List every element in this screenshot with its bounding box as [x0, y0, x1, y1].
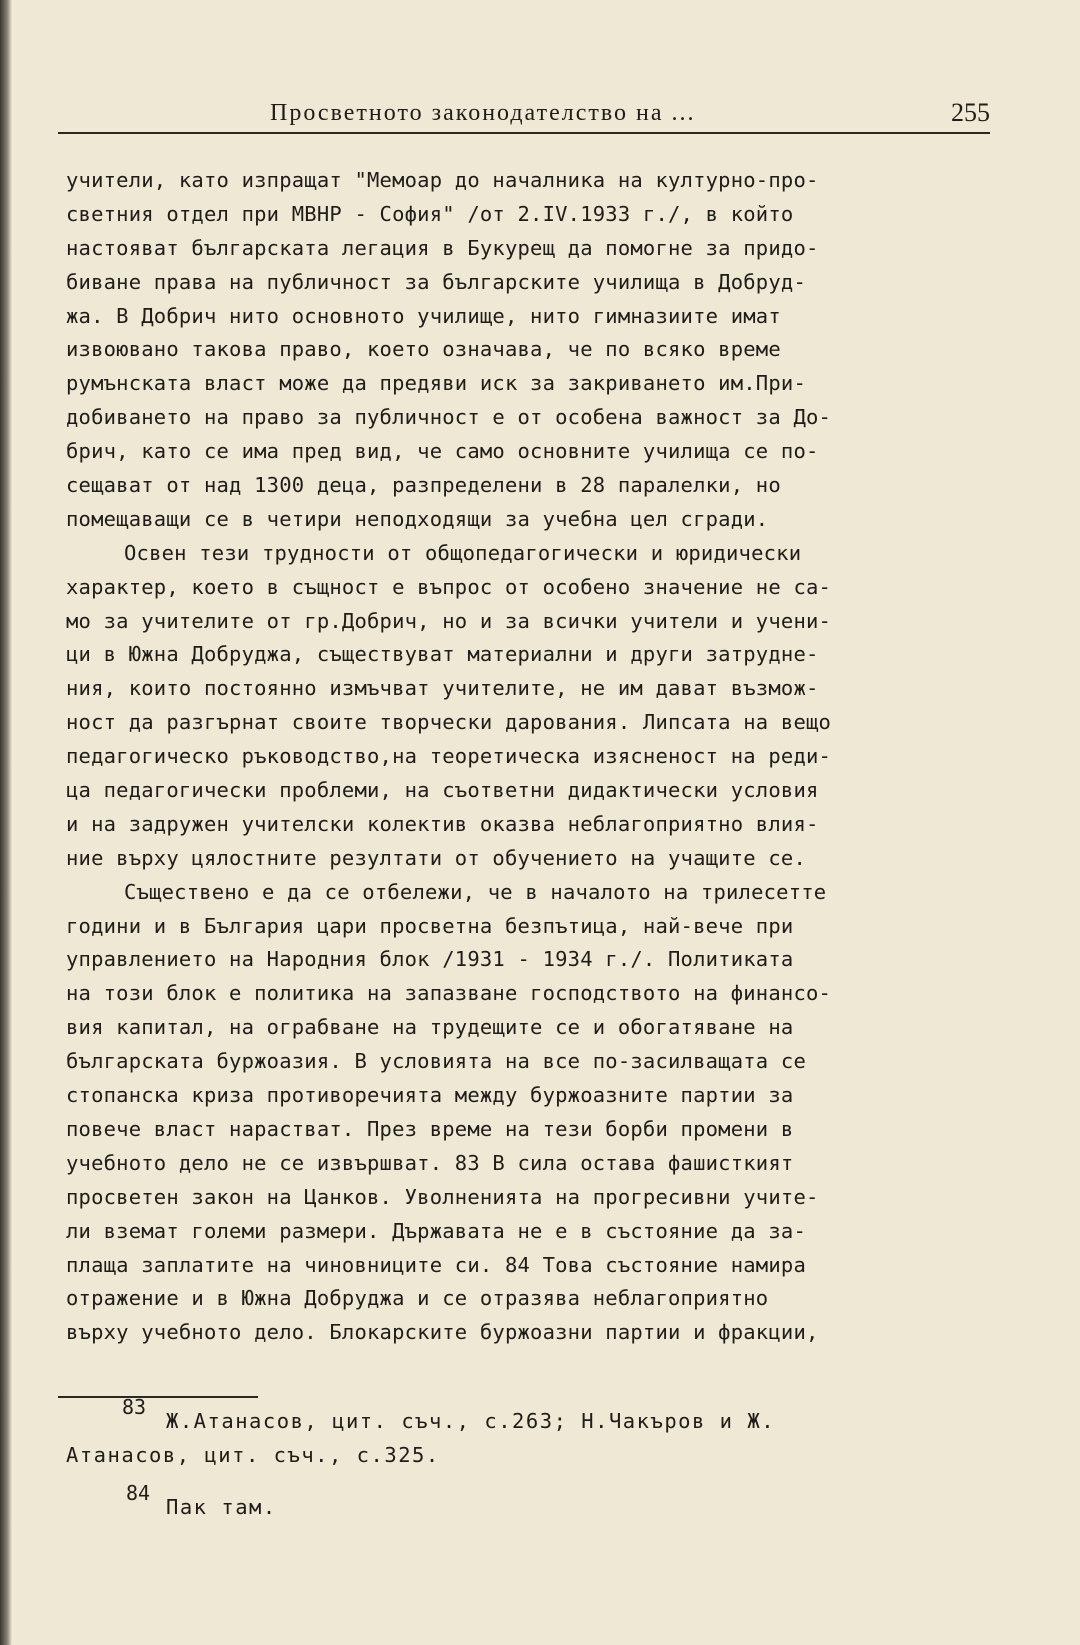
footnote-number: 83	[122, 1395, 147, 1419]
text-line: характер, което в същност е въпрос от особено значение не са-	[66, 574, 832, 599]
text-line: управлението на Народния блок /1931 - 1934 г./. Политиката	[66, 947, 794, 972]
text-line: румънската власт може да предяви иск за закриването им.При-	[66, 371, 806, 396]
paragraph-start-line: Освен тези трудности от общопедагогически и юридически	[124, 540, 802, 565]
text-line: сещават от над 1300 деца, разпределени в 28 паралелки, но	[66, 473, 781, 498]
text-line: добиването на право за публичност е от особена важност за До-	[66, 405, 832, 430]
footnotes	[66, 1395, 1006, 1524]
text-line: светния отдел при МВНР - София" /от 2.IV.1933 г./, в който	[66, 201, 794, 226]
text-line: учебното дело не се извършват. 83 В сила остава фашисткият	[66, 1150, 794, 1175]
text-line: педагогическо ръководство,на теоретическа изясненост на реди-	[66, 744, 832, 769]
footnote-83	[66, 1395, 1006, 1438]
text-line: брич, като се има пред вид, че само основните училища се по-	[66, 439, 819, 464]
footnote-separator	[58, 1396, 258, 1398]
text-line: стопанска криза противоречията между буржоазните партии за	[66, 1083, 794, 1108]
text-line: върху учебното дело. Блокарските буржоазни партии и фракции,	[66, 1320, 819, 1345]
text-line: мо за учителите от гр.Добрич, но и за всички учители и учени-	[66, 608, 832, 633]
text-line: ли вземат големи размери. Държавата не е в състояние да за-	[66, 1218, 806, 1243]
text-line: извоювано такова право, което означава, че по всяко време	[66, 337, 781, 362]
text-line: повече власт нарастват. През време на тези борби промени в	[66, 1116, 794, 1141]
text-line: просветен закон на Цанков. Уволненията на прогресивни учите-	[66, 1184, 819, 1209]
text-line: години и в България цари просветна безпътица, най-вече при	[66, 913, 794, 938]
footnote-text: Ж.Атанасов, цит. съч., с.263; Н.Чакъров и Ж.	[166, 1409, 776, 1433]
footnote-text: Пак там.	[166, 1495, 277, 1519]
footnote-84	[66, 1481, 1006, 1524]
paragraph-start-line: Съществено е да се отбележи, че в началото на трилесетте	[124, 879, 827, 904]
text-line: отражение и в Южна Добруджа и се отразява неблагоприятно	[66, 1286, 769, 1311]
body-text	[66, 164, 1010, 1350]
text-line: учители, като изпращат "Мемоар до началника на културно-про-	[66, 168, 819, 192]
running-title: Просветното законодателство на ...	[270, 100, 696, 126]
text-line: вия капитал, на ограбване на трудещите се и обогатяване на	[66, 1015, 794, 1040]
text-line: биване права на публичност за българските училища в Добруд-	[66, 269, 806, 294]
text-line: на този блок е политика на запазване господството на финансо-	[66, 981, 832, 1006]
text-line: ния, които постоянно измъчват учителите, не им дават възмож-	[66, 676, 819, 701]
page-edge	[0, 0, 12, 1645]
text-line: ние върху цялостните резултати от обучението на учащите се.	[66, 845, 806, 870]
text-line: настояват българската легация в Букурещ да помогне за придо-	[66, 235, 819, 260]
text-line: ца педагогически проблеми, на съответни дидактически условия	[66, 778, 819, 803]
text-line: българската буржоазия. В условията на все по-засилващата се	[66, 1049, 806, 1074]
page-number: 255	[951, 98, 990, 127]
text-line: жа. В Добрич нито основното училище, нито гимназиите имат	[66, 303, 781, 328]
text-line: ци в Южна Добруджа, съществуват материални и други затрудне-	[66, 642, 819, 667]
text-line: и на задружен учителски колектив оказва неблагоприятно влия-	[66, 811, 819, 836]
text-line: ност да разгърнат своите творчески дарования. Липсата на вещо	[66, 710, 832, 735]
text-line: помещаващи се в четири неподходящи за учебна цел сгради.	[66, 506, 769, 531]
footnote-number: 84	[126, 1481, 151, 1505]
running-header	[58, 96, 990, 134]
text-line: плаща заплатите на чиновниците си. 84 Това състояние намира	[66, 1252, 806, 1277]
footnote-text: Атанасов, цит. съч., с.325.	[66, 1443, 440, 1467]
footnote-83-continuation	[66, 1438, 1006, 1472]
